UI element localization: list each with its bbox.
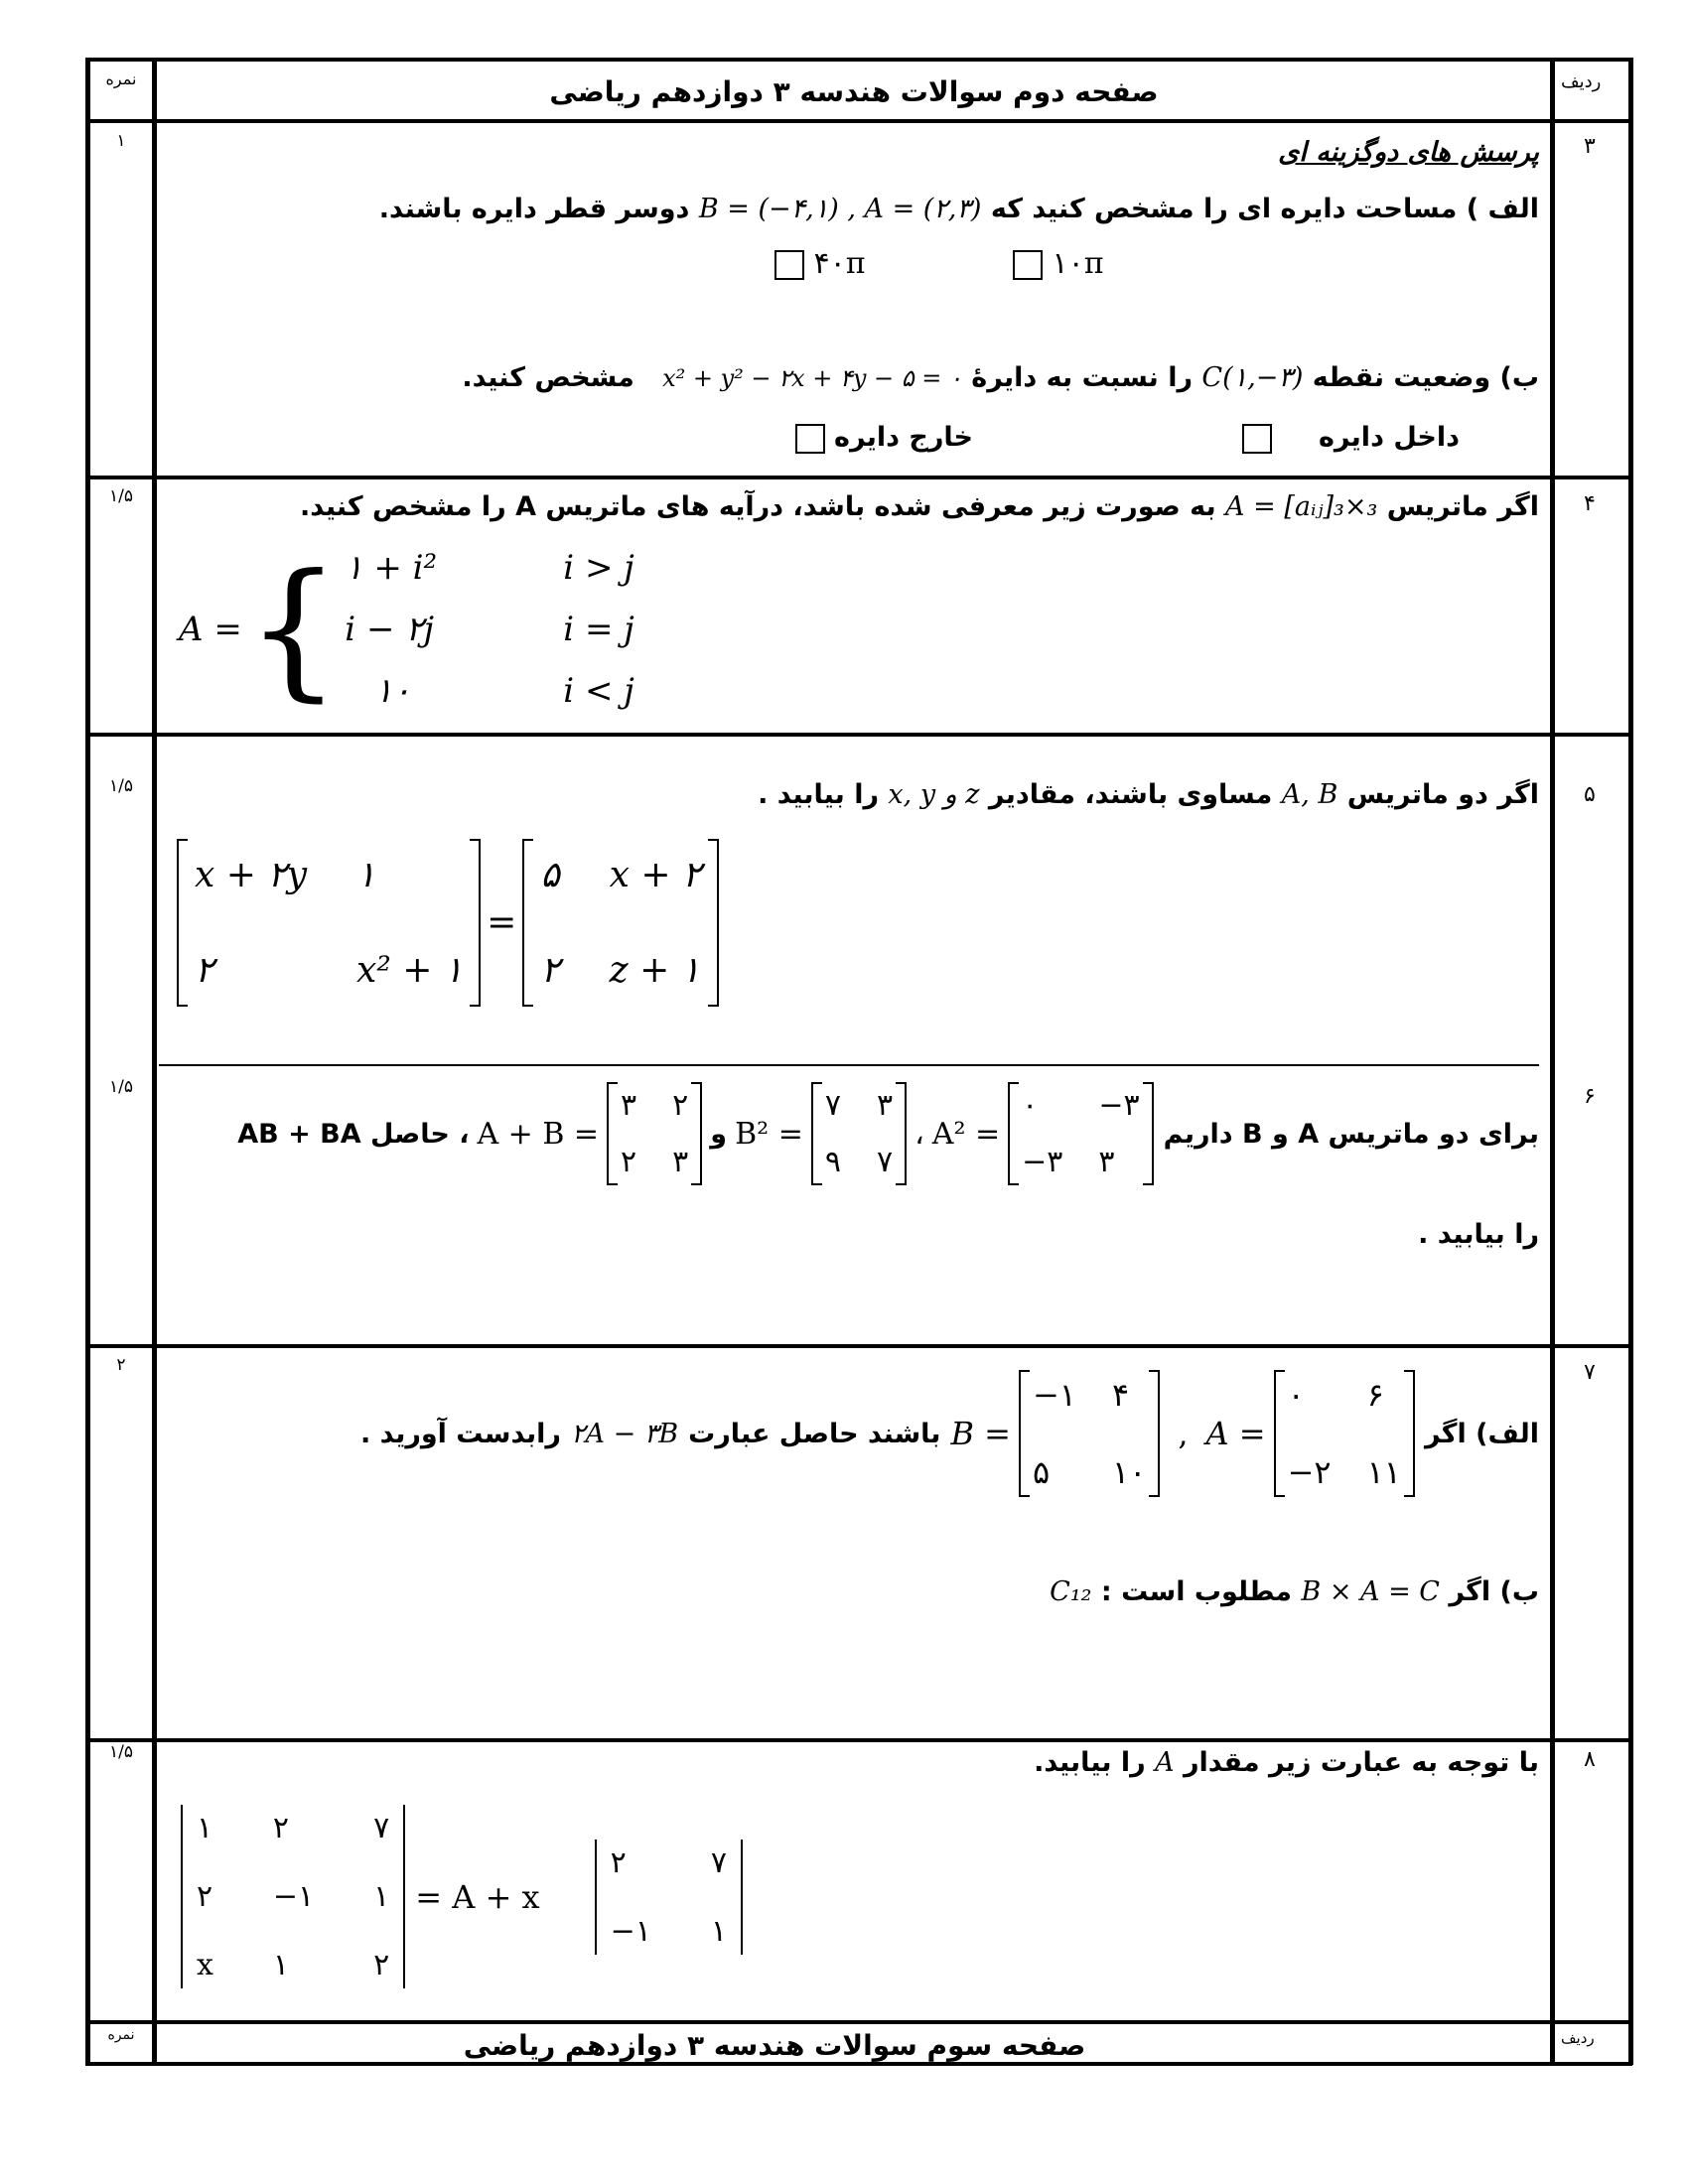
checkbox[interactable] bbox=[1013, 250, 1043, 280]
matrix-cell: ۹ bbox=[824, 1145, 841, 1179]
matrix-a-squared bbox=[1008, 1082, 1154, 1185]
q5-matrices: A, B bbox=[1281, 779, 1338, 810]
question-number: ۶ bbox=[1584, 1084, 1596, 1109]
matrix-cell: ۰ bbox=[1022, 1088, 1039, 1123]
q7a-mid: باشند حاصل عبارت bbox=[688, 1418, 941, 1449]
case-expression: i − ۲j bbox=[345, 610, 435, 649]
q7-matrices bbox=[950, 1370, 1415, 1497]
matrix-cell: x + ۲y bbox=[195, 855, 308, 895]
matrix-cell: ۲ bbox=[272, 1811, 290, 1845]
table-border-left bbox=[85, 58, 90, 2065]
a-squared-label: A² = bbox=[931, 1116, 1001, 1152]
question-6 bbox=[154, 1082, 1539, 1250]
separator: ، bbox=[914, 1116, 924, 1152]
q6-math bbox=[237, 1082, 1153, 1185]
question-6-text bbox=[154, 1082, 1539, 1185]
q3b-point: C(۱,−۳) bbox=[1201, 362, 1304, 393]
option-label: ۱۰π bbox=[1052, 246, 1104, 281]
matrix-cell: ۲ bbox=[672, 1088, 689, 1123]
question-8-text bbox=[1034, 1747, 1539, 1778]
q6-result: ، حاصل AB + BA bbox=[237, 1118, 470, 1150]
q4-definition: A = [aᵢⱼ]₃×₃ bbox=[1225, 491, 1378, 522]
question-score: ۲ bbox=[116, 1355, 126, 1375]
option-label: داخل دایره bbox=[1318, 422, 1460, 453]
row-divider bbox=[85, 476, 1632, 479]
and-word: و bbox=[710, 1118, 728, 1150]
matrix-cell: −۱ bbox=[1032, 1376, 1076, 1414]
case-expression: ۱۰ bbox=[374, 671, 411, 711]
matrix-cell: ۲ bbox=[540, 950, 560, 991]
q7a-suffix: رابدست آورید . bbox=[359, 1418, 561, 1449]
piecewise-cases bbox=[345, 548, 662, 711]
piecewise-definition bbox=[179, 543, 662, 716]
matrix-cell: ۷ bbox=[824, 1088, 841, 1123]
q7a-prefix: الف) اگر bbox=[1424, 1418, 1539, 1449]
q4-suffix: به صورت زیر معرفی شده باشد، درآیه های ماتریس A را مشخص کنید. bbox=[299, 491, 1216, 522]
a-label: A = bbox=[1205, 1415, 1266, 1452]
matrix-equation bbox=[177, 839, 719, 1007]
question-score: ۱ bbox=[116, 131, 126, 151]
matrix-cell: x + ۲ bbox=[609, 855, 702, 895]
matrix-cell: −۱ bbox=[272, 1879, 315, 1914]
matrix-b bbox=[1019, 1370, 1160, 1497]
row-divider bbox=[85, 1344, 1632, 1348]
q7b-mid: مطلوب است : bbox=[1100, 1576, 1292, 1607]
question-7b bbox=[154, 1576, 1539, 1607]
matrix-cell: ۶ bbox=[1366, 1376, 1384, 1414]
footer-title: صفحه سوم سوالات هندسه ۳ دوازدهم ریاضی bbox=[463, 2029, 1086, 2062]
matrix-left bbox=[177, 839, 481, 1007]
matrix-cell: ۳ bbox=[876, 1088, 894, 1123]
q5-mid: مساوی باشند، مقادیر bbox=[988, 779, 1273, 810]
determinant-2x2 bbox=[595, 1840, 743, 1955]
row-divider bbox=[85, 2020, 1632, 2024]
option-label: ۴۰π bbox=[813, 246, 866, 281]
row-divider bbox=[85, 733, 1632, 737]
case-condition: i = j bbox=[563, 610, 634, 649]
comma: , bbox=[1178, 1415, 1189, 1452]
matrix-cell: ۷ bbox=[710, 1844, 727, 1880]
matrix-cell: ۲ bbox=[373, 1948, 390, 1982]
row-divider bbox=[159, 1064, 1539, 1066]
matrix-cell: ۲ bbox=[197, 1879, 213, 1914]
q5-prefix: اگر دو ماتریس bbox=[1346, 779, 1539, 810]
matrix-cell: ۴ bbox=[1111, 1376, 1130, 1414]
q7a-expression: ۲A − ۳B bbox=[570, 1418, 679, 1449]
checkbox[interactable] bbox=[795, 424, 825, 454]
q3b-mid: را نسبت به دایرهٔ bbox=[971, 362, 1194, 393]
question-7 bbox=[154, 1370, 1539, 1607]
option-10pi[interactable] bbox=[1013, 246, 1104, 281]
q3b-equation: x² + y² − ۲x + ۴y − ۵ = ۰ bbox=[662, 364, 962, 392]
q3b-suffix: مشخص کنید. bbox=[462, 362, 634, 393]
matrix-cell: x bbox=[197, 1948, 213, 1982]
score-column-header: نمره bbox=[105, 69, 137, 88]
question-score: ۱/۵ bbox=[109, 1077, 133, 1097]
q8-text: با توجه به عبارت زیر مقدار bbox=[1184, 1747, 1539, 1778]
page-title: صفحه دوم سوالات هندسه ۳ دوازدهم ریاضی bbox=[549, 75, 1159, 108]
q7b-prefix: ب) اگر bbox=[1449, 1576, 1539, 1607]
matrix-cell: ۱ bbox=[710, 1913, 727, 1949]
matrix-a bbox=[1274, 1370, 1415, 1497]
case-condition: i < j bbox=[563, 671, 634, 711]
q3b-prefix: ب) وضعیت نقطه bbox=[1312, 362, 1539, 393]
q4-prefix: اگر ماتریس bbox=[1386, 491, 1539, 522]
q5-vars: x, y و z bbox=[888, 779, 980, 810]
question-score: ۱/۵ bbox=[109, 1742, 133, 1762]
determinant-equation bbox=[181, 1805, 743, 1988]
b-squared-label: B² = bbox=[735, 1116, 803, 1152]
matrix-cell: ۱ bbox=[197, 1811, 213, 1845]
option-outside-circle[interactable] bbox=[795, 422, 973, 454]
matrix-cell: ۱۰ bbox=[1111, 1453, 1147, 1491]
matrix-cell: ۲ bbox=[621, 1145, 637, 1179]
option-label: خارج دایره bbox=[834, 422, 973, 453]
question-number: ۸ bbox=[1584, 1747, 1596, 1772]
matrix-a-plus-b bbox=[607, 1082, 702, 1185]
question-number: ۳ bbox=[1584, 134, 1596, 159]
matrix-cell: ۱۱ bbox=[1366, 1453, 1401, 1491]
q3a-points: B = (−۴,۱) , A = (۲,۳) bbox=[698, 194, 982, 224]
q8-var: A bbox=[1155, 1747, 1175, 1778]
matrix-cell: ۳ bbox=[621, 1088, 637, 1123]
matrix-cell: ۵ bbox=[540, 855, 560, 895]
q8-suffix: را بیابید. bbox=[1034, 1747, 1146, 1778]
matrix-cell: ۰ bbox=[1287, 1376, 1305, 1414]
q5-suffix: را بیابید . bbox=[758, 779, 880, 810]
a-plus-b-label: A + B = bbox=[477, 1116, 600, 1152]
question-3b bbox=[462, 362, 1539, 393]
matrix-cell: ۱ bbox=[373, 1879, 390, 1914]
q6-prefix: برای دو ماتریس A و B داریم bbox=[1163, 1118, 1539, 1150]
matrix-b-squared bbox=[811, 1082, 907, 1185]
matrix-cell: ۷ bbox=[373, 1811, 390, 1845]
row-column-divider bbox=[1550, 58, 1555, 2065]
section-heading: پرسش های دوگزینه ای bbox=[1278, 137, 1539, 168]
case-condition: i > j bbox=[563, 548, 634, 588]
question-number: ۷ bbox=[1584, 1360, 1596, 1385]
question-7a bbox=[154, 1370, 1539, 1497]
matrix-cell: ۲ bbox=[195, 950, 214, 991]
question-score: ۱/۵ bbox=[109, 776, 133, 796]
matrix-cell: ۵ bbox=[1032, 1453, 1051, 1491]
q3a-prefix: الف ) مساحت دایره ای را مشخص کنید که bbox=[990, 194, 1539, 224]
matrix-cell: z + ۱ bbox=[609, 950, 701, 991]
table-border-top bbox=[85, 58, 1632, 62]
b-label: B = bbox=[950, 1415, 1011, 1452]
score-column-divider bbox=[152, 58, 157, 2065]
question-5-text bbox=[758, 779, 1539, 810]
checkbox[interactable] bbox=[774, 250, 804, 280]
question-3a bbox=[379, 194, 1539, 224]
footer-row-label: ردیف bbox=[1561, 2029, 1595, 2047]
row-column-header: ردیف bbox=[1561, 71, 1602, 92]
matrix-cell: ۳ bbox=[672, 1145, 689, 1179]
row-divider bbox=[85, 119, 1632, 123]
question-number: ۴ bbox=[1584, 491, 1596, 516]
matrix-cell: ۱ bbox=[356, 855, 376, 895]
case-expression: ۱ + i² bbox=[345, 548, 438, 588]
question-score: ۱/۵ bbox=[109, 486, 133, 506]
question-6-line2: را بیابید . bbox=[1418, 1219, 1539, 1250]
equation-rhs: = A + x bbox=[415, 1877, 540, 1916]
matrix-cell: ۳ bbox=[1098, 1145, 1115, 1179]
matrix-cell: x² + ۱ bbox=[356, 950, 464, 991]
question-number: ۵ bbox=[1584, 782, 1596, 807]
piecewise-lhs: A = bbox=[179, 610, 242, 649]
option-inside-circle[interactable] bbox=[1242, 422, 1460, 454]
equals-sign: = bbox=[487, 902, 517, 943]
table-border-right bbox=[1628, 58, 1633, 2065]
determinant-3x3 bbox=[181, 1805, 405, 1988]
matrix-cell: −۲ bbox=[1287, 1453, 1332, 1491]
row-divider bbox=[85, 1738, 1632, 1742]
q3a-suffix: دوسر قطر دایره باشند. bbox=[378, 194, 690, 224]
q7b-target: C₁₂ bbox=[1050, 1576, 1092, 1607]
matrix-right bbox=[522, 839, 719, 1007]
checkbox[interactable] bbox=[1242, 424, 1272, 454]
footer-score-label: نمره bbox=[107, 2027, 135, 2043]
q7b-equation: B × A = C bbox=[1301, 1576, 1440, 1607]
matrix-cell: ۷ bbox=[876, 1145, 894, 1179]
matrix-cell: −۳ bbox=[1098, 1088, 1140, 1123]
question-4-text bbox=[300, 491, 1539, 522]
matrix-cell: −۳ bbox=[1022, 1145, 1063, 1179]
matrix-cell: −۱ bbox=[610, 1913, 651, 1949]
option-40pi[interactable] bbox=[774, 246, 866, 281]
matrix-cell: ۲ bbox=[610, 1844, 627, 1880]
brace: { bbox=[245, 543, 342, 716]
table-border-bottom bbox=[85, 2062, 1632, 2066]
matrix-cell: ۱ bbox=[272, 1948, 290, 1982]
